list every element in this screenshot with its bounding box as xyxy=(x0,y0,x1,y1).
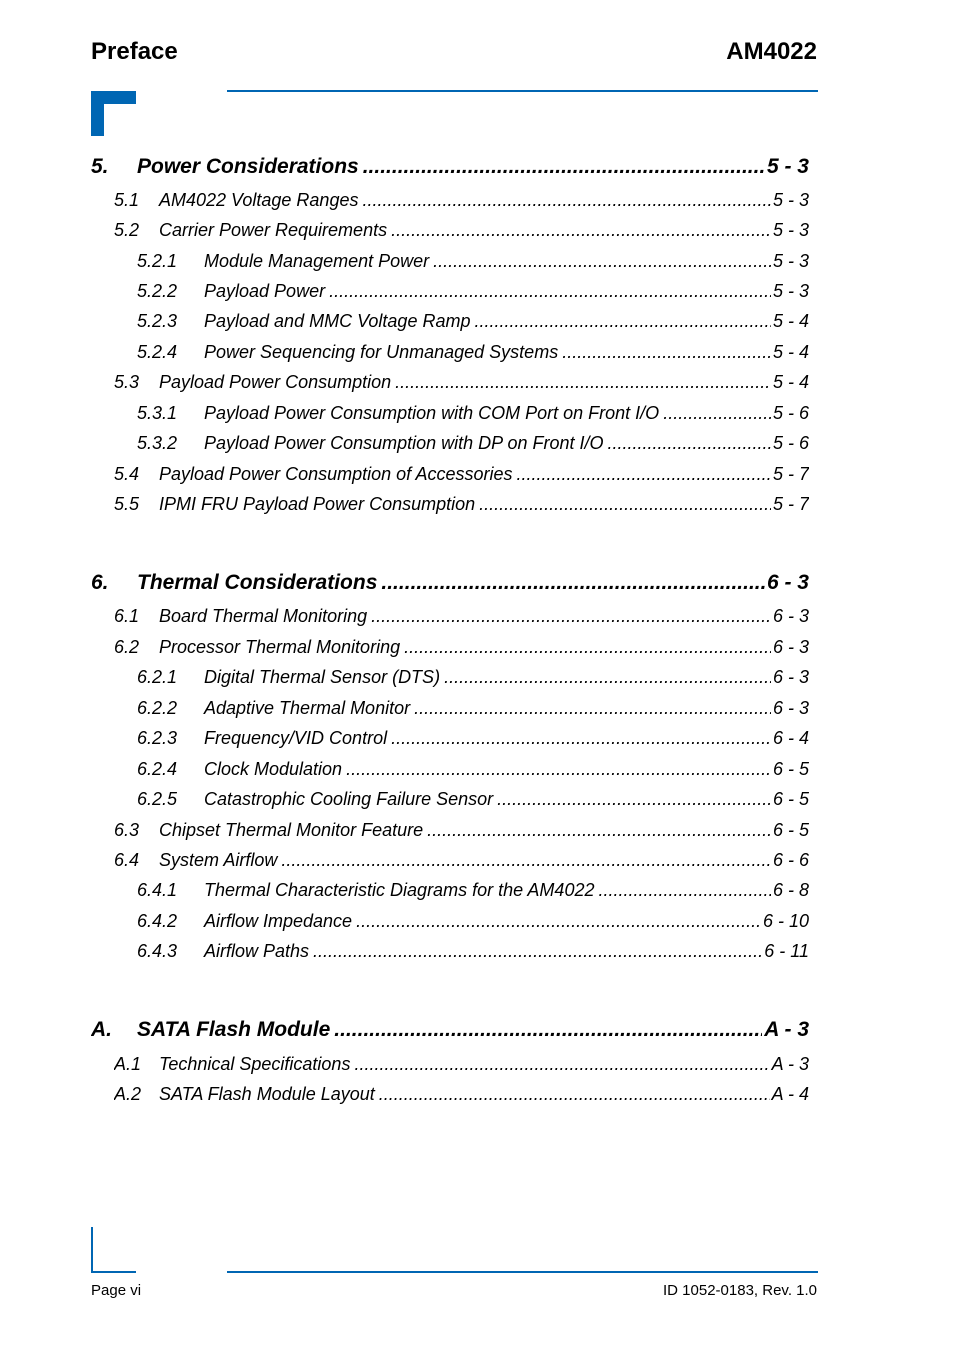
toc-entry-number: 6.2.3 xyxy=(137,728,178,748)
page-number: Page vi xyxy=(91,1282,142,1299)
toc-entry-number: 6.4.3 xyxy=(137,941,178,961)
toc-entry[interactable] xyxy=(137,941,809,962)
toc-entry-number: 6. xyxy=(91,571,109,594)
toc-entry-number: 5.5 xyxy=(114,494,140,514)
toc-entry-title: Carrier Power Requirements xyxy=(159,220,388,240)
toc-entry[interactable] xyxy=(137,698,809,719)
toc-entry-title: IPMI FRU Payload Power Consumption xyxy=(159,494,476,514)
toc-entry-title: Board Thermal Monitoring xyxy=(159,606,368,626)
toc-entry-page: 5 - 7 xyxy=(772,464,809,484)
toc-entry-title: Chipset Thermal Monitor Feature xyxy=(159,820,424,840)
toc-entry-title: Payload and MMC Voltage Ramp xyxy=(204,311,471,331)
toc-entry[interactable] xyxy=(91,571,809,595)
toc-entry[interactable] xyxy=(137,880,809,901)
toc-leader-dots xyxy=(329,281,771,302)
toc-leader-dots xyxy=(371,606,771,627)
toc-leader-dots xyxy=(313,941,762,962)
toc-entry-number: 6.2.4 xyxy=(137,759,178,779)
toc-entry-number: 6.3 xyxy=(114,820,140,840)
toc-entry-title: Payload Power Consumption with DP on Front I/O xyxy=(204,433,604,453)
toc-entry-page: 5 - 3 xyxy=(772,220,809,240)
toc-leader-dots xyxy=(444,667,771,688)
toc-leader-dots xyxy=(363,155,765,179)
toc-entry-number: 5.2 xyxy=(114,220,140,240)
toc-entry-number: 5.2.4 xyxy=(137,342,178,362)
page-header-right: AM4022 xyxy=(726,38,817,65)
toc-entry-page: 5 - 3 xyxy=(772,281,809,301)
toc-leader-dots xyxy=(404,637,771,658)
page-header-left: Preface xyxy=(91,38,178,65)
toc-entry-page: A - 4 xyxy=(771,1084,809,1104)
toc-entry-title: Module Management Power xyxy=(204,251,430,271)
toc-entry[interactable] xyxy=(137,667,809,688)
toc-entry-page: 6 - 3 xyxy=(766,571,809,594)
toc-leader-dots xyxy=(395,372,771,393)
toc-entry-title: Airflow Paths xyxy=(204,941,310,961)
toc-entry[interactable] xyxy=(114,820,809,841)
toc-entry-number: 5.1 xyxy=(114,190,140,210)
toc-entry-page: 6 - 5 xyxy=(772,759,809,779)
toc-leader-dots xyxy=(562,342,771,363)
toc-leader-dots xyxy=(346,759,771,780)
toc-entry-page: 5 - 3 xyxy=(766,155,809,178)
toc-leader-dots xyxy=(479,494,771,515)
toc-entry[interactable] xyxy=(137,251,809,272)
toc-entry-title: SATA Flash Module xyxy=(137,1018,331,1041)
toc-entry-number: 5.2.3 xyxy=(137,311,178,331)
toc-leader-dots xyxy=(427,820,771,841)
toc-entry[interactable] xyxy=(137,433,809,454)
toc-entry[interactable] xyxy=(114,494,809,515)
toc-entry[interactable] xyxy=(114,372,809,393)
toc-entry-number: 5.2.2 xyxy=(137,281,178,301)
toc-entry[interactable] xyxy=(114,1054,809,1075)
toc-entry-title: Frequency/VID Control xyxy=(204,728,388,748)
toc-entry-page: 6 - 5 xyxy=(772,820,809,840)
toc-entry-title: Adaptive Thermal Monitor xyxy=(204,698,411,718)
toc-leader-dots xyxy=(381,571,765,595)
toc-leader-dots xyxy=(354,1054,769,1075)
toc-entry-page: 6 - 4 xyxy=(772,728,809,748)
toc-leader-dots xyxy=(608,433,771,454)
toc-leader-dots xyxy=(517,464,771,485)
toc-entry-title: Catastrophic Cooling Failure Sensor xyxy=(204,789,494,809)
corner-mark-top xyxy=(91,91,136,136)
toc-entry-title: Digital Thermal Sensor (DTS) xyxy=(204,667,441,687)
toc-entry-page: 5 - 4 xyxy=(772,311,809,331)
toc-entry-title: Payload Power Consumption with COM Port on Front I/O xyxy=(204,403,660,423)
toc-entry-page: 6 - 3 xyxy=(772,606,809,626)
toc-entry-number: A. xyxy=(91,1018,112,1041)
toc-entry-title: AM4022 Voltage Ranges xyxy=(159,190,359,210)
toc-entry-page: A - 3 xyxy=(771,1054,809,1074)
toc-leader-dots xyxy=(379,1084,770,1105)
toc-entry-number: 5.3.1 xyxy=(137,403,178,423)
toc-entry[interactable] xyxy=(137,342,809,363)
toc-leader-dots xyxy=(663,403,771,424)
toc-entry-page: 5 - 6 xyxy=(772,403,809,423)
toc-entry-page: 5 - 7 xyxy=(772,494,809,514)
toc-entry-title: Thermal Considerations xyxy=(137,571,378,594)
toc-entry[interactable] xyxy=(114,220,809,241)
toc-entry-number: 6.2.2 xyxy=(137,698,178,718)
toc-entry[interactable] xyxy=(114,637,809,658)
toc-leader-dots xyxy=(334,1018,762,1042)
toc-entry-number: 6.1 xyxy=(114,606,140,626)
toc-entry-title: Clock Modulation xyxy=(204,759,343,779)
toc-leader-dots xyxy=(497,789,771,810)
toc-entry-title: Payload Power Consumption of Accessories xyxy=(159,464,513,484)
toc-entry-number: 6.4 xyxy=(114,850,140,870)
toc-entry[interactable] xyxy=(114,606,809,627)
footer-rule xyxy=(227,1271,818,1273)
toc-entry-number: 6.2.1 xyxy=(137,667,178,687)
toc-entry-number: A.2 xyxy=(114,1084,142,1104)
toc-leader-dots xyxy=(433,251,771,272)
toc-entry-number: 6.2.5 xyxy=(137,789,178,809)
toc-entry-title: SATA Flash Module Layout xyxy=(159,1084,375,1104)
toc-entry-page: 6 - 5 xyxy=(772,789,809,809)
toc-leader-dots xyxy=(356,911,761,932)
toc-entry-title: Power Sequencing for Unmanaged Systems xyxy=(204,342,559,362)
toc-entry-title: Thermal Characteristic Diagrams for the AM4022 xyxy=(204,880,595,900)
toc-entry-number: 6.4.1 xyxy=(137,880,178,900)
document-id: ID 1052-0183, Rev. 1.0 xyxy=(663,1282,817,1299)
toc-entry[interactable] xyxy=(114,850,809,871)
toc-entry[interactable] xyxy=(137,311,809,332)
toc-entry-page: 6 - 6 xyxy=(772,850,809,870)
toc-entry-title: Payload Power Consumption xyxy=(159,372,392,392)
toc-entry-page: 6 - 3 xyxy=(772,698,809,718)
toc-entry-title: System Airflow xyxy=(159,850,278,870)
toc-entry-number: 6.4.2 xyxy=(137,911,178,931)
toc-leader-dots xyxy=(414,698,771,719)
toc-entry-page: A - 3 xyxy=(764,1018,809,1041)
toc-entry-page: 5 - 4 xyxy=(772,372,809,392)
header-rule xyxy=(227,90,818,92)
toc-entry-title: Processor Thermal Monitoring xyxy=(159,637,401,657)
toc-leader-dots xyxy=(362,190,771,211)
toc-entry-number: 5. xyxy=(91,155,109,178)
toc-entry-number: 5.2.1 xyxy=(137,251,178,271)
toc-entry-title: Technical Specifications xyxy=(159,1054,351,1074)
toc-entry-title: Payload Power xyxy=(204,281,326,301)
toc-entry-page: 6 - 3 xyxy=(772,667,809,687)
toc-entry-title: Power Considerations xyxy=(137,155,359,178)
toc-entry-page: 5 - 4 xyxy=(772,342,809,362)
toc-entry[interactable] xyxy=(137,403,809,424)
toc-entry[interactable] xyxy=(91,1018,809,1042)
toc-entry[interactable] xyxy=(137,281,809,302)
corner-mark-bottom xyxy=(91,1227,136,1273)
toc-entry[interactable] xyxy=(114,190,809,211)
toc-entry-number: 5.3.2 xyxy=(137,433,178,453)
toc-entry-page: 5 - 3 xyxy=(772,251,809,271)
toc-entry-page: 6 - 3 xyxy=(772,637,809,657)
toc-leader-dots xyxy=(281,850,771,871)
toc-entry-page: 6 - 8 xyxy=(772,880,809,900)
toc-entry-number: 6.2 xyxy=(114,637,140,657)
toc-leader-dots xyxy=(391,220,771,241)
toc-leader-dots xyxy=(391,728,771,749)
toc-entry-number: A.1 xyxy=(114,1054,142,1074)
toc-entry[interactable] xyxy=(91,155,809,179)
toc-leader-dots xyxy=(598,880,770,901)
toc-entry[interactable] xyxy=(137,911,809,932)
toc-entry[interactable] xyxy=(114,464,809,485)
toc-entry-page: 6 - 11 xyxy=(764,941,809,961)
toc-entry-page: 6 - 10 xyxy=(762,911,809,931)
toc-entry[interactable] xyxy=(114,1084,809,1105)
toc-leader-dots xyxy=(474,311,771,332)
toc-entry-title: Airflow Impedance xyxy=(204,911,353,931)
toc-entry[interactable] xyxy=(137,728,809,749)
toc-entry-number: 5.4 xyxy=(114,464,140,484)
toc-entry-page: 5 - 3 xyxy=(772,190,809,210)
toc-entry-page: 5 - 6 xyxy=(772,433,809,453)
toc-entry[interactable] xyxy=(137,759,809,780)
toc-entry[interactable] xyxy=(137,789,809,810)
toc-entry-number: 5.3 xyxy=(114,372,140,392)
